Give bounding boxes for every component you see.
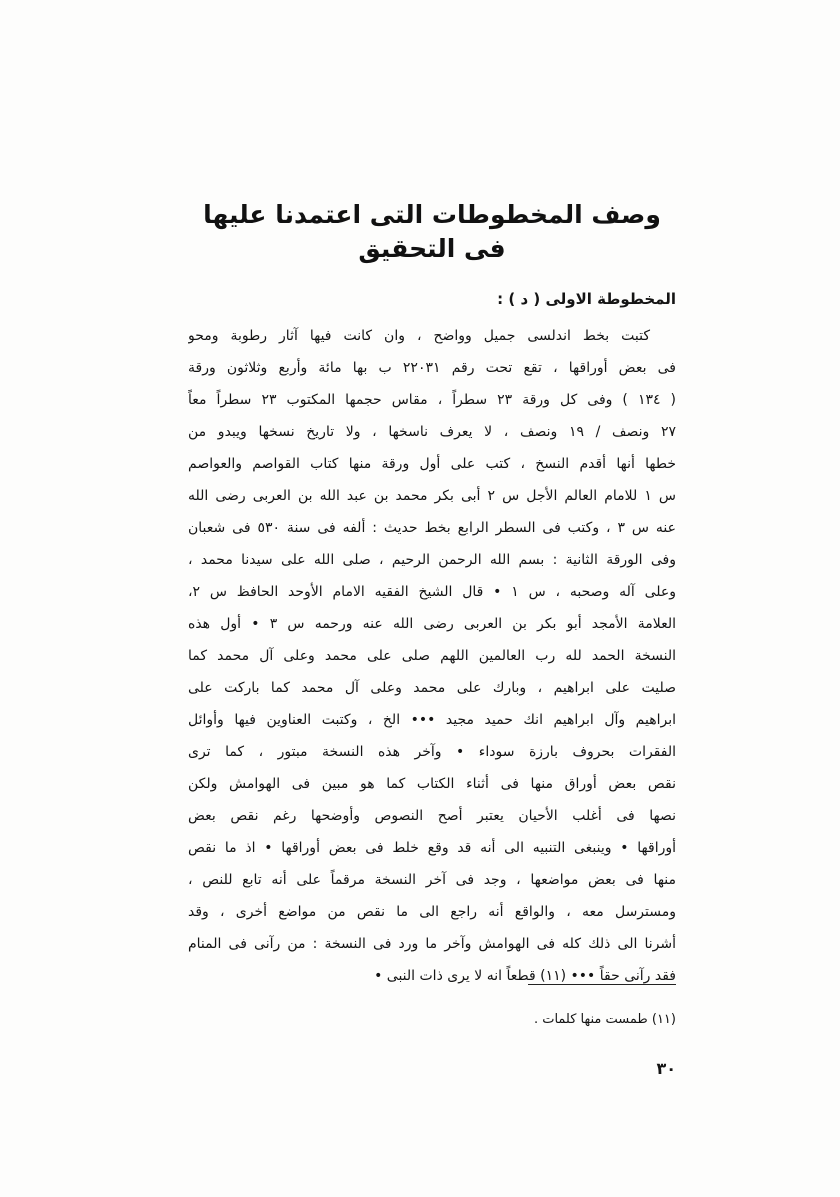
text-line: نقص بعض أوراق منها فى أثناء الكتاب كما هو مبين فى الهوامش ولكن xyxy=(188,776,676,792)
text-line: ومسترسل معه ، والواقع أنه راجع الى ما نقص من مواضع أخرى ، وقد xyxy=(188,904,676,920)
page-title: وصف المخطوطات التى اعتمدنا عليها فى التحقيق xyxy=(203,200,661,263)
page-content xyxy=(188,198,676,992)
footnote: (١١) طمست منها كلمات . xyxy=(533,1012,676,1027)
text-line: الفقرات بحروف بارزة سوداء • وآخر هذه النسخة مبتور ، كما ترى xyxy=(188,744,676,760)
text-line: صليت على ابراهيم ، وبارك على محمد وعلى آل محمد كما باركت على xyxy=(188,680,676,696)
page-number: ٣٠ xyxy=(656,1059,676,1078)
text-line: النسخة الحمد لله رب العالمين اللهم صلى على محمد وعلى آل محمد كما xyxy=(188,648,676,664)
text-line: وفى الورقة الثانية : بسم الله الرحمن الرحيم ، صلى الله على سيدنا محمد ، xyxy=(188,552,676,568)
text-line: أوراقها • وينبغى التنبيه الى أنه قد وقع خلط فى بعض أوراقها • اذ ما نقص xyxy=(188,840,676,856)
text-line: وعلى آله وصحبه ، س ١ • قال الشيخ الفقيه الامام الأوحد الحافظ س ٢، xyxy=(188,584,676,600)
text-line: س ١ للامام العالم الأجل س ٢ أبى بكر محمد بن عبد الله بن العربى رضى الله xyxy=(188,488,676,504)
text-line: ( ١٣٤ ) وفى كل ورقة ٢٣ سطراً ، مقاس حجمها المكتوب ٢٣ سطراً معاً xyxy=(188,392,676,408)
text-line: أشرنا الى ذلك كله فى الهوامش وآخر ما ورد فى النسخة : من رآنى فى المنام xyxy=(188,936,676,952)
text-line: نصها فى أغلب الأحيان يعتبر أصح النصوص وأوضحها رغم نقص بعض xyxy=(188,808,676,824)
text-line: فى بعض أوراقها ، تقع تحت رقم ٢٢٠٣١ ب بها مائة وأربع وثلاثون ورقة xyxy=(188,360,676,376)
footnote-divider xyxy=(528,984,676,985)
text-line: خطها أنها أقدم النسخ ، كتب على أول ورقة منها كتاب القواصم والعواصم xyxy=(188,456,676,472)
text-line: ابراهيم وآل ابراهيم انك حميد مجيد ••• الخ ، وكتبت العناوين فيها وأوائل xyxy=(188,712,676,728)
text-line: العلامة الأمجد أبو بكر بن العربى رضى الله عنه ورحمه س ٣ • أول هذه xyxy=(188,616,676,632)
text-line: عنه س ٣ ، وكتب فى السطر الرابع بخط حديث : ألفه فى سنة ٥٣٠ فى شعبان xyxy=(188,520,676,536)
manuscript-heading: المخطوطة الاولى ( د ) : xyxy=(497,290,676,308)
text-line: منها فى بعض مواضعها ، وجد فى آخر النسخة مرقماً على أنه تابع للنص ، xyxy=(188,872,676,888)
text-line: فقد رآنى حقاً ••• (١١) قطعاً انه لا يرى ذات النبى • xyxy=(374,968,676,984)
text-line: ٢٧ ونصف / ١٩ ونصف ، لا يعرف ناسخها ، ولا تاريخ نسخها ويبدو من xyxy=(188,424,676,440)
text-line: كتبت بخط اندلسى جميل وواضح ، وان كانت فيها آثار رطوبة ومحو xyxy=(188,328,650,344)
manuscript-description xyxy=(188,320,676,992)
